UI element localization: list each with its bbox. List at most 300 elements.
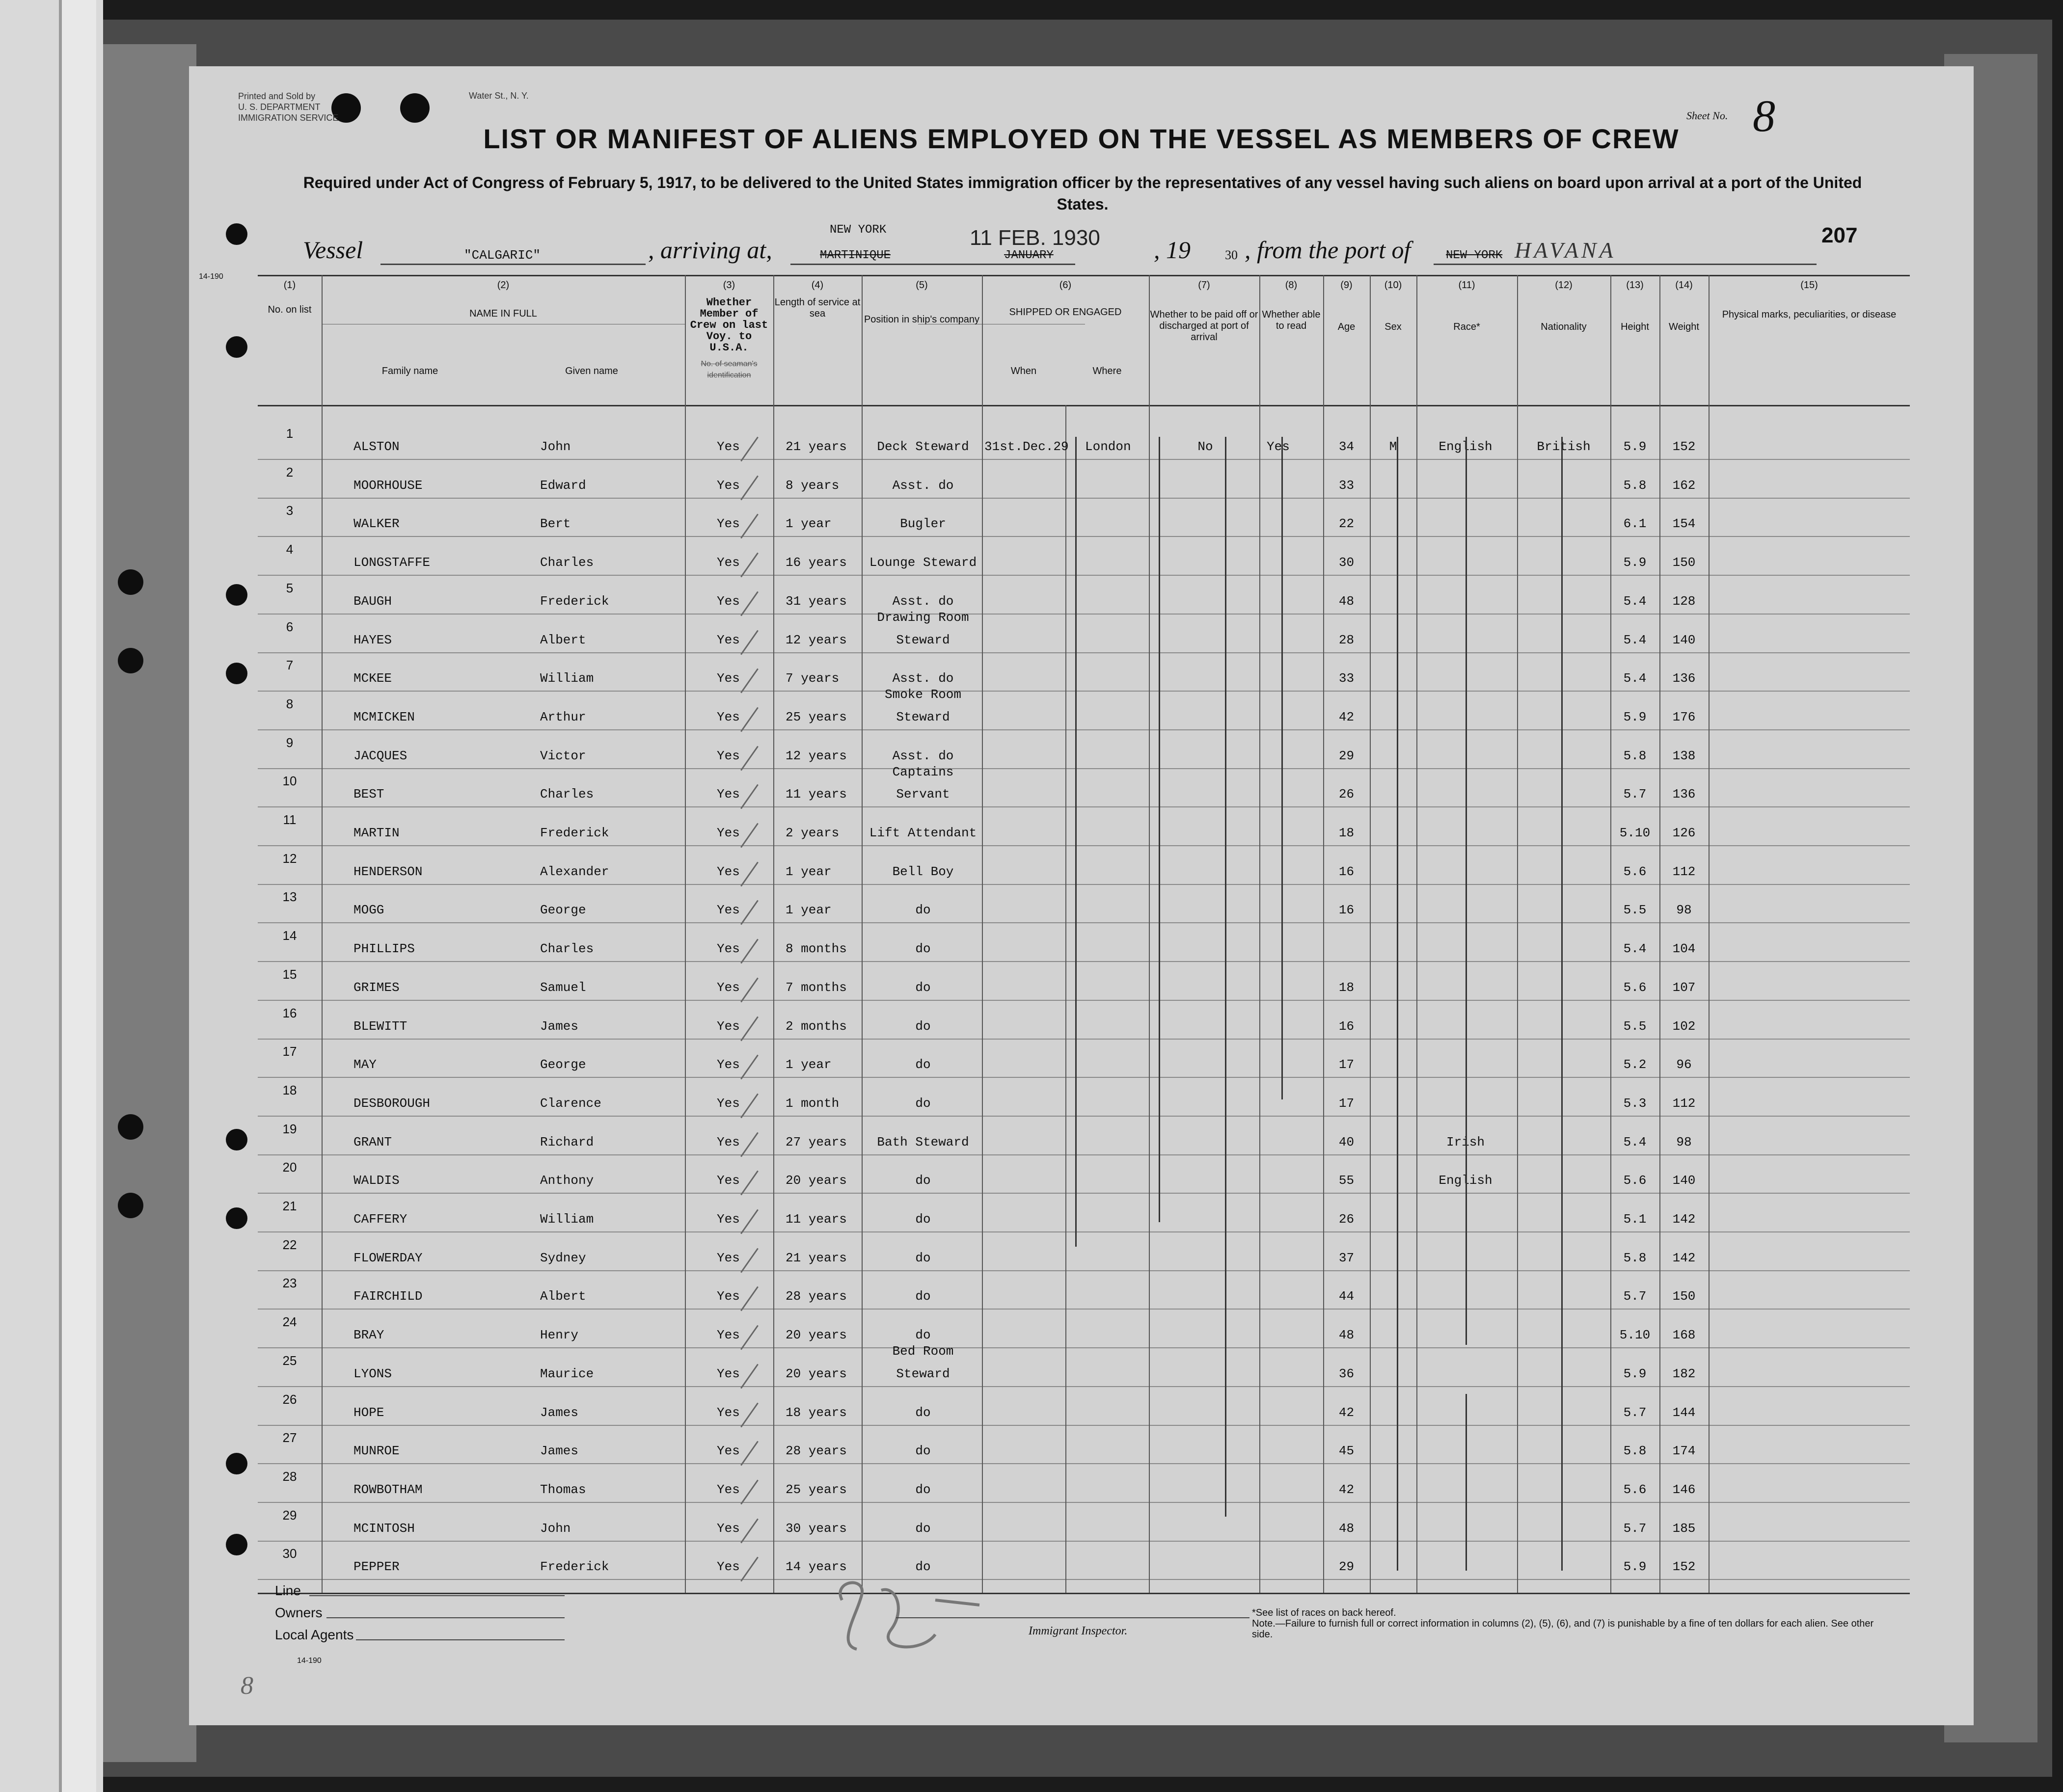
cell-crew: Yes (717, 709, 740, 724)
cell-service: 12 years (786, 632, 847, 647)
row-number: 16 (282, 1005, 297, 1020)
check-stroke (740, 1016, 759, 1041)
row-rule (258, 652, 1910, 653)
cell-height: 5.1 (1623, 1212, 1647, 1227)
cell-weight: 174 (1672, 1444, 1696, 1459)
cell-position: Bell Boy (892, 864, 954, 879)
cell-family: CAFFERY (353, 1212, 407, 1227)
cell-family: LONGSTAFFE (353, 555, 431, 570)
col-number: (9) (1340, 280, 1353, 291)
header-crew-last-voyage: Whether Member of Crew on last Voy. to U.S.A. (690, 296, 768, 354)
printer-line: Printed and Sold by (238, 91, 316, 101)
cell-position: do (915, 980, 931, 995)
cell-given: Frederick (540, 826, 609, 840)
column-rule (1659, 275, 1660, 1593)
cell-weight: 98 (1676, 903, 1692, 918)
cell-age: 33 (1338, 478, 1355, 493)
column-rule (1517, 275, 1518, 1593)
header-position: Position in ship's company (864, 314, 980, 325)
check-stroke (740, 1171, 759, 1196)
cell-position: Bath Steward (877, 1134, 969, 1150)
cell-position-continuation: Captains (892, 764, 954, 779)
cell-weight: 136 (1672, 787, 1696, 802)
column-rule (322, 275, 323, 1593)
cell-height: 5.9 (1623, 1559, 1647, 1575)
cell-position: do (915, 1212, 931, 1227)
column-rule (1416, 275, 1417, 1593)
from-port-struck: NEW YORK (1446, 249, 1503, 262)
cell-weight: 142 (1672, 1250, 1696, 1265)
cell-given: Bert (540, 516, 571, 532)
cell-crew: Yes (717, 787, 740, 802)
cell-service: 18 years (786, 1405, 847, 1420)
row-rule (258, 806, 1910, 807)
row-rule (258, 614, 1910, 615)
cell-height: 5.9 (1623, 709, 1647, 724)
check-stroke (740, 1402, 759, 1427)
cell-weight: 112 (1672, 864, 1696, 879)
cell-weight: 96 (1676, 1057, 1692, 1072)
col-number: (3) (723, 280, 735, 291)
cell-crew: Yes (717, 941, 740, 957)
cell-weight: 150 (1672, 555, 1696, 570)
cell-position: Asst. do (892, 593, 954, 609)
cell-crew: Yes (717, 1057, 740, 1072)
column-rule (1259, 275, 1260, 1593)
row-number: 9 (286, 735, 294, 750)
punch-hole (118, 569, 143, 595)
cell-given: Sydney (540, 1250, 586, 1265)
cell-age: 48 (1338, 593, 1355, 609)
row-number: 20 (282, 1160, 297, 1175)
cell-height: 5.9 (1623, 1366, 1647, 1381)
vessel-label: Vessel (303, 236, 363, 264)
cell-position-continuation: Smoke Room (884, 687, 962, 702)
row-number: 13 (282, 889, 297, 905)
row-number: 19 (282, 1121, 297, 1136)
row-number: 30 (282, 1546, 297, 1561)
cell-family: MUNROE (353, 1444, 400, 1459)
cell-service: 11 years (786, 1212, 847, 1227)
punch-hole (226, 663, 247, 684)
note-races: *See list of races on back hereof. (1252, 1607, 1396, 1618)
header-given-name: Given name (565, 366, 618, 376)
cell-family: ROWBOTHAM (353, 1482, 423, 1497)
sheet-no-label: Sheet No. (1686, 109, 1728, 122)
row-rule (258, 1309, 1910, 1310)
check-stroke (740, 977, 759, 1002)
cell-crew: Yes (717, 748, 740, 763)
check-stroke (740, 1093, 759, 1118)
cell-family: WALKER (353, 516, 400, 532)
row-number: 18 (282, 1082, 297, 1097)
row-rule (258, 1039, 1910, 1040)
cell-height: 5.5 (1623, 903, 1647, 918)
note-penalty: Note.—Failure to furnish full or correct information in columns (2), (5), (6), and (7) is punishable by a fine of ten dollars for each alien. See other side. (1252, 1618, 1874, 1640)
cell-age: 48 (1338, 1328, 1355, 1343)
check-stroke (740, 1055, 759, 1080)
cell-age: 44 (1338, 1289, 1355, 1304)
cell-height: 5.4 (1623, 941, 1647, 957)
row-rule (258, 1154, 1910, 1155)
cell-height: 5.5 (1623, 1018, 1647, 1034)
cell-service: 16 years (786, 555, 847, 570)
column-rule (862, 275, 863, 1593)
row-number: 23 (282, 1276, 297, 1291)
cell-weight: 154 (1672, 516, 1696, 532)
cell-service: 28 years (786, 1444, 847, 1459)
cell-family: MCKEE (353, 671, 392, 686)
header-bottom-rule (258, 405, 1910, 406)
cell-given: Richard (540, 1134, 594, 1150)
column-rule (685, 275, 686, 1593)
cell-service: 25 years (786, 709, 847, 724)
owners-underline (326, 1617, 565, 1618)
cell-height: 5.6 (1623, 1173, 1647, 1188)
row-rule (258, 922, 1910, 923)
date-struck: JANUARY (1004, 249, 1054, 262)
cell-family: LYONS (353, 1366, 392, 1381)
row-rule (258, 768, 1910, 769)
cell-age: 40 (1338, 1134, 1355, 1150)
cell-given: Charles (540, 787, 594, 802)
ditto-mark-where (1159, 437, 1160, 1222)
punch-hole (226, 336, 247, 358)
header-family-name: Family name (381, 366, 438, 376)
cell-family: MAY (353, 1057, 377, 1072)
row-number: 29 (282, 1507, 297, 1523)
cell-age: 34 (1338, 439, 1355, 454)
cell-height: 5.4 (1623, 632, 1647, 647)
check-stroke (740, 746, 759, 771)
cell-service: 31 years (786, 593, 847, 609)
cell-height: 5.9 (1623, 555, 1647, 570)
cell-weight: 168 (1672, 1328, 1696, 1343)
cell-service: 1 year (786, 864, 832, 879)
col-number: (11) (1458, 280, 1475, 291)
cell-family: MCINTOSH (353, 1521, 415, 1536)
ditto-mark-paid (1225, 437, 1226, 1517)
row-rule (258, 498, 1910, 499)
cell-family: PEPPER (353, 1559, 400, 1575)
cell-position: do (915, 903, 931, 918)
table-top-rule (258, 275, 1910, 276)
column-rule (1370, 275, 1371, 1593)
check-stroke (740, 1209, 759, 1234)
row-number: 6 (286, 619, 294, 634)
arriving-port: NEW YORK (830, 223, 887, 237)
column-rule (1065, 405, 1066, 1593)
inspector-underline (896, 1617, 1249, 1618)
col-number: (12) (1555, 280, 1573, 291)
cell-service: 20 years (786, 1173, 847, 1188)
cell-crew: Yes (717, 1444, 740, 1459)
cell-service: 1 month (786, 1096, 840, 1111)
line-label: Line (275, 1583, 301, 1598)
cell-position: Asst. do (892, 478, 954, 493)
line-underline (309, 1595, 565, 1596)
cell-weight: 152 (1672, 439, 1696, 454)
cell-weight: 182 (1672, 1366, 1696, 1381)
cell-given: Frederick (540, 593, 609, 609)
header-able-to-read: Whether able to read (1262, 309, 1321, 331)
row-rule (258, 459, 1910, 460)
cell-height: 5.4 (1623, 1134, 1647, 1150)
cell-given: William (540, 671, 594, 686)
punch-hole (118, 648, 143, 673)
cell-given: Henry (540, 1328, 579, 1343)
column-rule (773, 275, 774, 1593)
cell-given: George (540, 1057, 586, 1072)
cell-height: 5.6 (1623, 864, 1647, 879)
date-stamp: 11 FEB. 1930 (970, 226, 1100, 250)
cell-service: 8 months (786, 941, 847, 957)
row-number: 11 (283, 812, 297, 827)
cell-service: 14 years (786, 1559, 847, 1575)
cell-given: Anthony (540, 1173, 594, 1188)
cell-age: 42 (1338, 1405, 1355, 1420)
check-stroke (740, 630, 759, 655)
arriving-port-struck: MARTINIQUE (820, 249, 891, 262)
col-number: (13) (1626, 280, 1644, 291)
cell-position: do (915, 1289, 931, 1304)
cell-age: 26 (1338, 787, 1355, 802)
row-number: 27 (282, 1430, 297, 1445)
header-shipped-or-engaged: SHIPPED OR ENGAGED (1009, 307, 1122, 318)
cell-given: George (540, 903, 586, 918)
cell-weight: 136 (1672, 671, 1696, 686)
from-underline (1434, 264, 1817, 265)
row-rule (258, 1193, 1910, 1194)
cell-height: 5.3 (1623, 1096, 1647, 1111)
cell-race: English (1439, 439, 1493, 454)
row-number: 4 (286, 542, 294, 557)
cell-height: 5.4 (1623, 593, 1647, 609)
col-number: (6) (1059, 280, 1072, 291)
cell-weight: 162 (1672, 478, 1696, 493)
punch-hole (118, 1193, 143, 1218)
cell-family: JACQUES (353, 748, 407, 763)
cell-family: HENDERSON (353, 864, 423, 879)
cell-crew: Yes (717, 1250, 740, 1265)
cell-weight: 176 (1672, 709, 1696, 724)
cell-crew: Yes (717, 478, 740, 493)
header-seaman-id-struck: No. of seaman's identification (701, 360, 758, 379)
row-rule (258, 1425, 1910, 1426)
check-stroke (740, 1518, 759, 1543)
footer-form-number: 14-190 (297, 1657, 322, 1665)
cell-age: 17 (1338, 1096, 1355, 1111)
cell-crew: Yes (717, 516, 740, 532)
cell-age: 16 (1338, 903, 1355, 918)
cell-position: do (915, 1444, 931, 1459)
cell-age: 42 (1338, 709, 1355, 724)
column-rule (1323, 275, 1324, 1593)
printer-line: U. S. DEPARTMENT (238, 102, 321, 112)
document-title: LIST OR MANIFEST OF ALIENS EMPLOYED ON THE VESSEL AS MEMBERS OF CREW (483, 123, 1680, 154)
cell-position: Servant (896, 787, 950, 802)
cell-service: 28 years (786, 1289, 847, 1304)
cell-height: 5.9 (1623, 439, 1647, 454)
cell-height: 5.10 (1619, 1328, 1651, 1343)
row-number: 21 (282, 1199, 297, 1213)
row-rule (258, 1116, 1910, 1117)
cell-height: 5.4 (1623, 671, 1647, 686)
cell-position: do (915, 1096, 931, 1111)
header-length-of-service: Length of service at sea (774, 297, 861, 319)
cell-nationality: British (1537, 439, 1591, 454)
inspector-signature (822, 1571, 989, 1659)
check-stroke (740, 707, 759, 732)
header-name-in-full: NAME IN FULL (469, 308, 537, 319)
cell-given: Thomas (540, 1482, 586, 1497)
check-stroke (740, 591, 759, 616)
cell-crew: Yes (717, 1096, 740, 1111)
header-paid-off: Whether to be paid off or discharged at port of arrival (1150, 309, 1258, 343)
binder-margin-strip (103, 44, 196, 1762)
cell-service: 21 years (786, 439, 847, 454)
cell-weight: 128 (1672, 593, 1696, 609)
sheet-no-value: 8 (1753, 91, 1775, 141)
cell-weight: 152 (1672, 1559, 1696, 1575)
cell-crew: Yes (717, 1521, 740, 1536)
cell-service: 21 years (786, 1250, 847, 1265)
cell-crew: Yes (717, 1482, 740, 1497)
row-number: 7 (286, 658, 294, 673)
cell-position: do (915, 1250, 931, 1265)
cell-weight: 144 (1672, 1405, 1696, 1420)
row-number: 1 (286, 426, 294, 441)
check-stroke (740, 437, 759, 462)
row-number: 15 (282, 966, 297, 982)
cell-when: 31st.Dec.29 (984, 439, 1069, 454)
cell-position-continuation: Drawing Room (877, 610, 969, 625)
arriving-underline (790, 264, 1075, 265)
cell-family: MOGG (353, 903, 384, 918)
printer-line: IMMIGRATION SERVICE (238, 113, 339, 123)
cell-height: 5.7 (1623, 1289, 1647, 1304)
ditto-mark-race (1466, 437, 1467, 1345)
document-subtitle: Required under Act of Congress of February 5, 1917, to be delivered to the United States immigration officer by the representatives of any vessel having such aliens on board upon arrival at a port of the United States. (303, 174, 1862, 213)
cell-service: 20 years (786, 1366, 847, 1381)
cell-height: 5.7 (1623, 1521, 1647, 1536)
cell-family: GRIMES (353, 980, 400, 995)
cell-sex: M (1389, 439, 1397, 454)
row-rule (258, 1502, 1910, 1503)
cell-family: MCMICKEN (353, 709, 415, 724)
cell-position: Lounge Steward (869, 555, 977, 570)
row-number: 24 (282, 1314, 297, 1330)
cell-given: Alexander (540, 864, 609, 879)
check-stroke (740, 1557, 759, 1582)
cell-position: do (915, 1559, 931, 1575)
cell-given: James (540, 1444, 579, 1459)
cell-service: 2 years (786, 826, 840, 840)
margin-mark: 8 (241, 1672, 253, 1700)
cell-age: 48 (1338, 1521, 1355, 1536)
cell-given: Edward (540, 478, 586, 493)
row-number: 12 (282, 851, 297, 866)
cell-given: Charles (540, 941, 594, 957)
cell-family: BEST (353, 787, 384, 802)
cell-family: MARTIN (353, 826, 400, 840)
cell-given: Charles (540, 555, 594, 570)
punch-hole (400, 93, 430, 123)
cell-weight: 107 (1672, 980, 1696, 995)
cell-given: Frederick (540, 1559, 609, 1575)
column-rule (1610, 275, 1611, 1593)
cell-service: 2 months (786, 1018, 847, 1034)
cell-height: 5.6 (1623, 980, 1647, 995)
col-number: (5) (916, 280, 928, 291)
check-stroke (740, 514, 759, 539)
cell-given: Samuel (540, 980, 586, 995)
cell-given: Clarence (540, 1096, 601, 1111)
cell-height: 5.2 (1623, 1057, 1647, 1072)
cell-position: Deck Steward (877, 439, 969, 454)
cell-age: 42 (1338, 1482, 1355, 1497)
cell-crew: Yes (717, 632, 740, 647)
cell-crew: Yes (717, 1366, 740, 1381)
column-rule (982, 275, 983, 1593)
header-sex: Sex (1384, 321, 1402, 332)
row-number: 25 (282, 1353, 297, 1368)
cell-crew: Yes (717, 593, 740, 609)
cell-height: 5.10 (1619, 826, 1651, 840)
cell-family: ALSTON (353, 439, 400, 454)
check-stroke (740, 1441, 759, 1466)
form-number: 14-190 (199, 272, 223, 281)
check-stroke (740, 784, 759, 809)
cell-position: Steward (896, 632, 950, 647)
row-rule (258, 691, 1910, 692)
cell-age: 55 (1338, 1173, 1355, 1188)
cell-service: 1 year (786, 516, 832, 532)
cell-given: Albert (540, 632, 586, 647)
cell-service: 25 years (786, 1482, 847, 1497)
footer-note (1252, 1607, 1880, 1640)
cell-crew: Yes (717, 1212, 740, 1227)
cell-position: do (915, 1057, 931, 1072)
row-rule (258, 1000, 1910, 1001)
manifest-sheet (189, 66, 1974, 1725)
cell-given: William (540, 1212, 594, 1227)
cell-read: Yes (1267, 439, 1290, 454)
cell-crew: Yes (717, 1289, 740, 1304)
col-number: (15) (1800, 280, 1818, 291)
cell-weight: 150 (1672, 1289, 1696, 1304)
arriving-label: , arriving at, (648, 236, 772, 264)
header-no-on-list: No. on list (268, 304, 312, 315)
vessel-name: "CALGARIC" (464, 248, 541, 263)
punch-hole (118, 1114, 143, 1140)
check-stroke (740, 1132, 759, 1157)
inspector-label: Immigrant Inspector. (1029, 1625, 1128, 1637)
cell-position: do (915, 1173, 931, 1188)
header-when: When (1010, 366, 1037, 376)
cell-family: GRANT (353, 1134, 392, 1150)
owners-label: Owners (275, 1605, 323, 1620)
row-rule (258, 575, 1910, 576)
row-number: 28 (282, 1469, 297, 1484)
header-weight: Weight (1669, 321, 1699, 332)
col-number: (10) (1384, 280, 1402, 291)
row-rule (258, 1386, 1910, 1387)
cell-crew: Yes (717, 826, 740, 840)
cell-family: HAYES (353, 632, 392, 647)
cell-given: John (540, 1521, 571, 1536)
cell-given: Albert (540, 1289, 586, 1304)
